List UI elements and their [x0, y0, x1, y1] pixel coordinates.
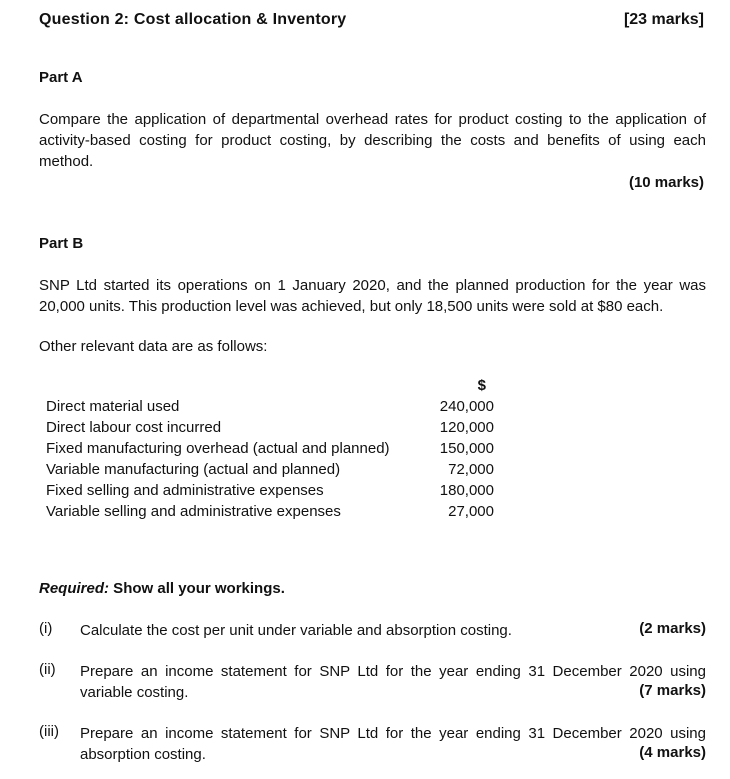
item-number: (iii)	[39, 723, 59, 740]
item-text: Calculate the cost per unit under variable and absorption costing.	[80, 622, 512, 639]
row-label: Variable selling and administrative expenses	[46, 503, 341, 520]
part-a-heading: Part A	[39, 69, 83, 86]
item-marks: (7 marks)	[639, 682, 706, 699]
table-row	[46, 459, 506, 480]
item-text: Prepare an income statement for SNP Ltd for the year ending 31 December 2020 using variable costing.	[80, 663, 706, 701]
row-label: Fixed selling and administrative expenses	[46, 482, 324, 499]
currency-header-row	[46, 375, 506, 396]
row-label: Direct labour cost incurred	[46, 419, 222, 436]
item-number: (i)	[39, 620, 53, 637]
question-title: Question 2: Cost allocation & Inventory	[39, 11, 347, 28]
row-amount: 180,000	[439, 482, 494, 499]
other-data-label: Other relevant data are as follows:	[39, 338, 268, 355]
table-row	[46, 501, 506, 522]
part-b-intro: SNP Ltd started its operations on 1 January 2020, and the planned production for the year was 20,000 units. This production level was achieved, but only 18,500 units were sold at $80 each.	[39, 277, 706, 315]
row-label: Direct material used	[46, 398, 180, 415]
row-label: Fixed manufacturing overhead (actual and planned)	[46, 440, 390, 457]
row-amount: 27,000	[448, 503, 494, 520]
question-total-marks: [23 marks]	[623, 11, 704, 28]
required-line	[39, 580, 285, 597]
part-a-text: Compare the application of departmental overhead rates for product costing to the application of activity-based costing for product costing, by describing the costs and benefits of using each method.	[39, 111, 706, 170]
item-marks: (2 marks)	[639, 620, 706, 637]
required-text: Show all your workings.	[109, 580, 285, 597]
part-a-marks: (10 marks)	[628, 174, 704, 191]
item-number: (ii)	[39, 661, 56, 678]
item-text: Prepare an income statement for SNP Ltd for the year ending 31 December 2020 using absorption costing.	[80, 725, 706, 763]
row-amount: 240,000	[439, 398, 494, 415]
row-label: Variable manufacturing (actual and planned)	[46, 461, 341, 478]
row-amount: 150,000	[439, 440, 494, 457]
table-row	[46, 480, 506, 501]
row-amount: 120,000	[439, 419, 494, 436]
table-row	[46, 396, 506, 417]
row-amount: 72,000	[448, 461, 494, 478]
table-row	[46, 417, 506, 438]
item-marks: (4 marks)	[639, 744, 706, 761]
table-row	[46, 438, 506, 459]
part-b-heading: Part B	[39, 235, 84, 252]
required-label: Required:	[39, 580, 110, 597]
currency-header: $	[477, 377, 486, 394]
